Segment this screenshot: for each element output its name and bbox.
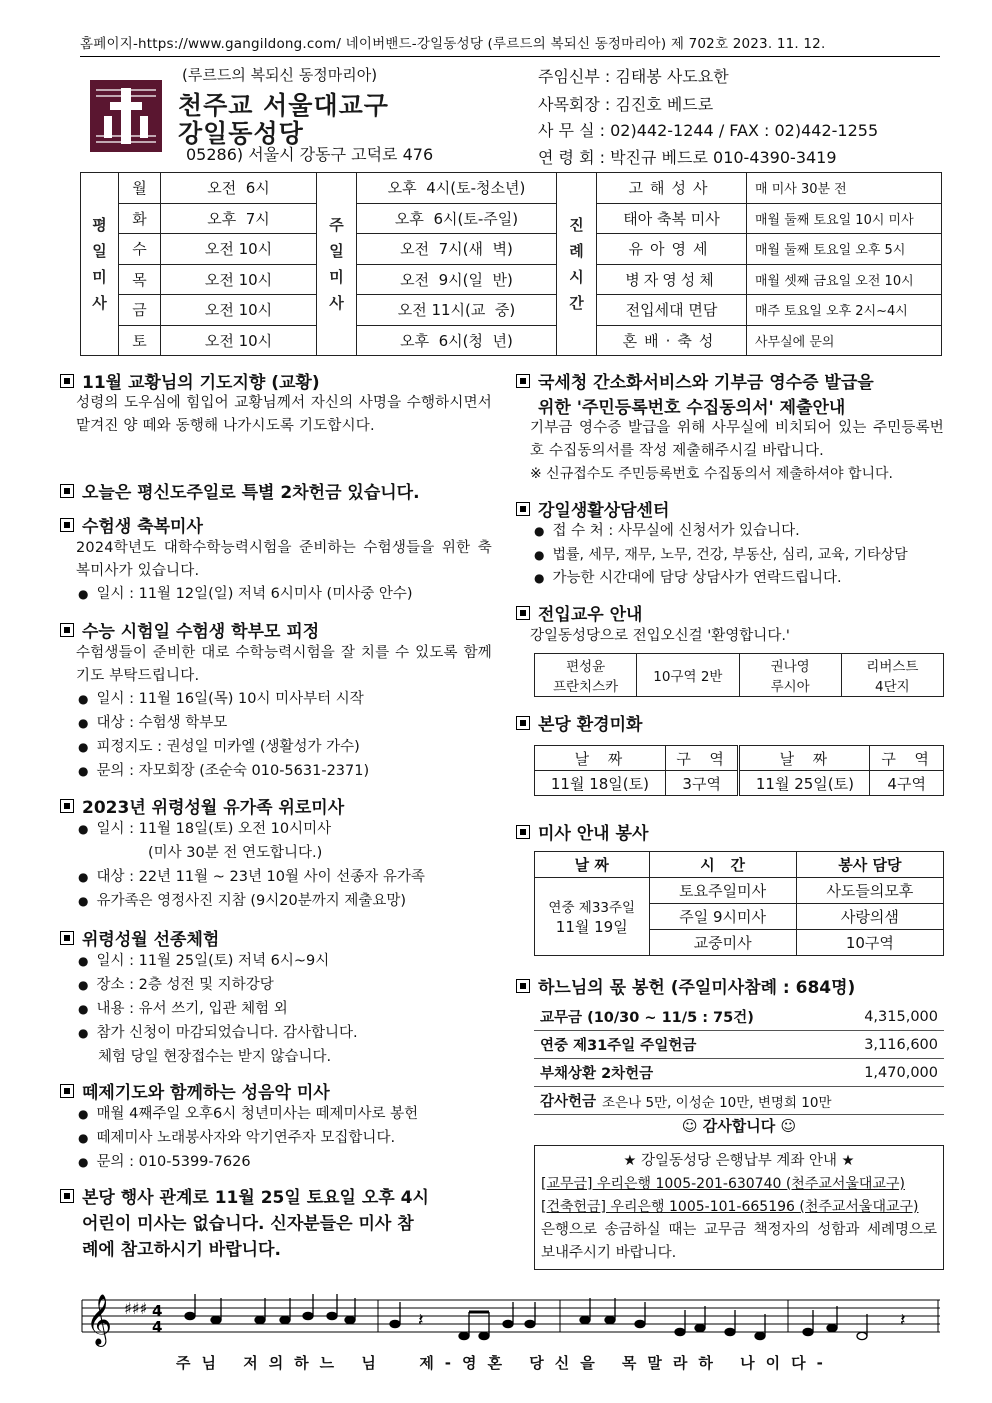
parish-patron: (루르드의 복되신 동정마리아): [182, 66, 378, 84]
svg-text:𝄽: 𝄽: [900, 1310, 906, 1331]
offering-amount: 1,470,000: [864, 1064, 938, 1081]
checkbox-bullet-icon: [60, 484, 74, 498]
service-name: 혼배·축성: [597, 325, 747, 356]
thanks-offering-donors: 조은나 5만, 이성순 10만, 변명희 10만: [602, 1094, 832, 1111]
memorial-mass-item: ● 일시 : 11월 18일(토) 오전 10시미사: [78, 818, 331, 841]
cleaning-cell: 4구역: [870, 771, 944, 796]
schedule-vertical-char: 일: [329, 242, 344, 260]
weekday-time: 오전 10시: [161, 295, 317, 326]
parish-logo: [90, 80, 162, 152]
taize-mass-item: ● 매월 4째주일 오후6시 청년미사는 떼제미사로 봉헌: [78, 1103, 418, 1126]
schedule-vertical-char: 미: [92, 268, 107, 286]
service-note: 사무실에 문의: [747, 325, 942, 356]
volunteer-date: 연중 제33주일 11월 19일: [535, 878, 650, 956]
new-member-cell: 편성윤 프란치스카: [535, 654, 637, 697]
service-name: 태아 축복 미사: [597, 203, 747, 234]
parish-address: 05286) 서울시 강동구 고덕로 476: [186, 145, 434, 164]
schedule-vertical-char: 미: [329, 268, 344, 286]
volunteer-team: 10구역: [796, 930, 943, 956]
section-death-experience-title: 위령성월 선종체험: [60, 925, 219, 950]
new-members-body: 강일동성당으로 전입오신걸 '환영합니다.': [530, 628, 790, 644]
new-member-cell: 리버스트 4단지: [841, 654, 943, 697]
section-children-mass-notice: 본당 행사 관계로 11월 25일 토요일 오후 4시: [60, 1185, 429, 1211]
schedule-vertical-char: 주: [329, 216, 344, 234]
new-member-cell: 10구역 2반: [637, 654, 739, 697]
volunteer-header: 봉사 담당: [796, 852, 943, 878]
cleaning-header: 날 짜: [739, 746, 870, 771]
offering-row: [534, 1003, 944, 1031]
service-note: 매월 둘째 토요일 10시 미사: [747, 203, 942, 234]
section-taize-mass-title: 떼제기도와 함께하는 성음악 미사: [60, 1078, 330, 1103]
counseling-item: ● 법률, 세무, 재무, 노무, 건강, 부동산, 심리, 교육, 기타상담: [534, 544, 908, 567]
service-name: 병자영성체: [597, 264, 747, 295]
section-new-members-title: 전입교우 안내: [516, 600, 642, 625]
death-experience-item: ● 장소 : 2층 성전 및 지하강당: [78, 974, 274, 997]
weekday-day: 금: [119, 295, 161, 326]
cleaning-cell: 11월 18일(토): [535, 771, 666, 796]
weekday-time: 오전 10시: [161, 234, 317, 265]
taize-mass-item: ● 떼제미사 노래봉사자와 악기연주자 모집합니다.: [78, 1127, 395, 1150]
checkbox-bullet-icon: [60, 799, 74, 813]
death-experience-item: ● 일시 : 11월 25일(토) 저녁 6시~9시: [78, 950, 329, 973]
cleaning-cell: 11월 25일(토): [739, 771, 870, 796]
section-second-collection-title: 오늘은 평신도주일로 특별 2차헌금 있습니다.: [60, 478, 420, 503]
schedule-vertical-char: 사: [92, 294, 107, 312]
contact-pastor: 주임신부 : 김태봉 사도요한: [538, 67, 729, 86]
music-staff: [80, 1290, 942, 1360]
service-note: 매 미사 30분 전: [747, 173, 942, 204]
weekday-day: 목: [119, 264, 161, 295]
section-memorial-mass-title: 2023년 위령성월 유가족 위로미사: [60, 793, 344, 818]
offering-row: [534, 1031, 944, 1059]
cleaning-header: 구 역: [665, 746, 739, 771]
service-name: 고해성사: [597, 173, 747, 204]
death-experience-item: ● 참가 신청이 마감되었습니다. 감사합니다.: [78, 1022, 358, 1045]
schedule-vertical-char: 평: [92, 216, 107, 234]
offering-row: [534, 1059, 944, 1087]
cleaning-cell: 3구역: [665, 771, 739, 796]
new-members-table: [534, 653, 944, 697]
exam-mass-body: 2024학년도 대학수학능력시험을 준비하는 수험생들을 위한 축복미사가 있습니다.: [76, 540, 492, 579]
checkbox-bullet-icon: [60, 374, 74, 388]
bank-account-building: [건축헌금] 우리은행 1005-101-665196 (천주교서울대교구): [541, 1199, 919, 1215]
weekday-time: 오전 10시: [161, 264, 317, 295]
schedule-vertical-char: 사: [329, 294, 344, 312]
section-mass-volunteer-title: 미사 안내 봉사: [516, 819, 648, 844]
parent-retreat-item: ● 문의 : 자모회장 (조순숙 010-5631-2371): [78, 760, 369, 783]
mass-volunteer-table: [534, 851, 944, 956]
offering-amount: 4,315,000: [864, 1008, 938, 1025]
volunteer-time: 토요주일미사: [649, 878, 796, 904]
service-note: 매월 둘째 토요일 오후 5시: [747, 234, 942, 265]
weekday-time: 오후 7시: [161, 203, 317, 234]
service-note: 매주 토요일 오후 2시~4시: [747, 295, 942, 326]
section-pope-intention-title: 11월 교황님의 기도지향 (교황): [60, 368, 320, 393]
svg-text:𝄞: 𝄞: [86, 1294, 113, 1345]
memorial-mass-note: (미사 30분 전 연도합니다.): [148, 845, 323, 861]
service-name: 전입세대 면담: [597, 295, 747, 326]
section-offering-title: 하느님의 몫 봉헌 (주일미사참례 : 684명): [516, 973, 855, 998]
weekday-day: 월: [119, 173, 161, 204]
bank-note: 은행으로 송금하실 때는 교무금 책정자의 성함과 세례명으로 보내주시기 바랍니다.: [541, 1222, 937, 1261]
mass-schedule-table: [80, 172, 942, 356]
offering-amount: 3,116,600: [864, 1036, 938, 1053]
offering-label: 교무금 (10/30 ~ 11/5 : 75건): [540, 1010, 754, 1026]
thanks-offering-label: 감사헌금: [540, 1094, 597, 1110]
sunday-mass-label: [317, 173, 357, 356]
thanks-line: ☺ 감사합니다 ☺: [681, 1117, 797, 1135]
volunteer-header: 시 간: [649, 852, 796, 878]
parent-retreat-body: 수험생들이 준비한 대로 수학능력시험을 잘 치를 수 있도록 함께 기도 부탁드립니다.: [76, 645, 492, 684]
section-counseling-title: 강일생활상담센터: [516, 496, 669, 521]
checkbox-bullet-icon: [516, 825, 530, 839]
checkbox-bullet-icon: [516, 374, 530, 388]
hymn-lyrics: 주님 저의하느 님 제-영혼 당신을 목말라하 나이다-: [176, 1354, 834, 1372]
volunteer-time: 교중미사: [649, 930, 796, 956]
svg-text:♯♯♯: ♯♯♯: [124, 1299, 148, 1318]
weekday-mass-label: [81, 173, 119, 356]
checkbox-bullet-icon: [60, 518, 74, 532]
service-time-label: [557, 173, 597, 356]
section-exam-mass-title: 수험생 축복미사: [60, 512, 203, 537]
checkbox-bullet-icon: [516, 979, 530, 993]
svg-text:4: 4: [152, 1318, 163, 1336]
section-cleaning-title: 본당 환경미화: [516, 710, 642, 735]
death-experience-note: 체험 당일 현장접수는 받지 않습니다.: [98, 1049, 332, 1065]
header-topline: 홈페이지-https://www.gangildong.com/ 네이버밴드-강일동성당 (루르드의 복되신 동정마리아) 제 702호 2023. 11. 12.: [80, 32, 940, 57]
parent-retreat-item: ● 대상 : 수험생 학부모: [78, 712, 227, 735]
sunday-time: 오전 9시(일 반): [357, 264, 557, 295]
checkbox-bullet-icon: [60, 1189, 74, 1203]
weekday-time: 오전 10시: [161, 325, 317, 356]
weekday-time: 오전 6시: [161, 173, 317, 204]
tax-receipt-body: 기부금 영수증 발급을 위해 사무실에 비치되어 있는 주민등록번호 수집동의서를 작성 제출해주시길 바랍니다.: [530, 420, 944, 459]
children-mass-notice-line: 어린이 미사는 없습니다. 신자분들은 미사 참: [82, 1214, 414, 1234]
parent-retreat-item: ● 일시 : 11월 16일(목) 10시 미사부터 시작: [78, 688, 364, 711]
sunday-time: 오후 6시(청 년): [357, 325, 557, 356]
offering-list: [534, 1003, 944, 1115]
svg-text:4: 4: [152, 1302, 163, 1320]
schedule-vertical-char: 시: [569, 268, 584, 286]
volunteer-team: 사랑의샘: [796, 904, 943, 930]
taize-mass-item: ● 문의 : 010-5399-7626: [78, 1151, 251, 1174]
memorial-mass-item: ● 대상 : 22년 11월 ~ 23년 10월 사이 선종자 유가족: [78, 866, 425, 889]
weekday-day: 수: [119, 234, 161, 265]
sunday-time: 오후 4시(토-청소년): [357, 173, 557, 204]
new-member-cell: 권나영 루시아: [739, 654, 841, 697]
weekday-day: 화: [119, 203, 161, 234]
checkbox-bullet-icon: [60, 623, 74, 637]
offering-label: 연중 제31주일 주일헌금: [540, 1038, 697, 1054]
schedule-vertical-char: 례: [569, 242, 584, 260]
weekday-day: 토: [119, 325, 161, 356]
bank-account-tithe: [교무금] 우리은행 1005-201-630740 (천주교서울대교구): [541, 1176, 905, 1192]
contact-council: 사목회장 : 김진호 베드로: [538, 95, 714, 114]
counseling-item: ● 가능한 시간대에 담당 상담사가 연락드립니다.: [534, 567, 842, 590]
section-tax-receipt-title: 국세청 간소화서비스와 기부금 영수증 발급을: [516, 368, 874, 393]
parent-retreat-item: ● 피정지도 : 권성일 미카엘 (생활성가 가수): [78, 736, 360, 759]
cleaning-header: 구 역: [870, 746, 944, 771]
volunteer-header: 날 짜: [535, 852, 650, 878]
cleaning-table: [534, 745, 944, 796]
parish-diocese: 천주교 서울대교구: [178, 91, 389, 120]
service-name: 유아영세: [597, 234, 747, 265]
sunday-time: 오전 7시(새 벽): [357, 234, 557, 265]
checkbox-bullet-icon: [516, 502, 530, 516]
checkbox-bullet-icon: [516, 716, 530, 730]
pope-intention-body: 성령의 도우심에 힘입어 교황님께서 자신의 사명을 수행하시면서 맡겨진 양 떼와 동행해 나가시도록 기도합시다.: [76, 395, 492, 434]
checkbox-bullet-icon: [60, 931, 74, 945]
sunday-time: 오전 11시(교 중): [357, 295, 557, 326]
schedule-vertical-char: 일: [92, 242, 107, 260]
schedule-vertical-char: 진: [569, 216, 584, 234]
exam-mass-date: ● 일시 : 11월 12일(일) 저녁 6시미사 (미사중 안수): [78, 583, 413, 606]
memorial-mass-item: ● 유가족은 영정사진 지참 (9시20분까지 제출요망): [78, 890, 406, 913]
tax-receipt-note: ※ 신규접수도 주민등록번호 수집동의서 제출하셔야 합니다.: [530, 466, 894, 482]
counseling-item: ● 접 수 처 : 사무실에 신청서가 있습니다.: [534, 520, 800, 543]
contact-funeral: 연 령 회 : 박진규 베드로 010-4390-3419: [538, 148, 837, 167]
volunteer-team: 사도들의모후: [796, 878, 943, 904]
parish-name: 강일동성당: [178, 119, 304, 148]
checkbox-bullet-icon: [60, 1084, 74, 1098]
offering-label: 부채상환 2차헌금: [540, 1066, 654, 1082]
section-parent-retreat-title: 수능 시험일 수험생 학부모 피정: [60, 617, 319, 642]
service-note: 매월 셋째 금요일 오전 10시: [747, 264, 942, 295]
children-mass-notice-line: 례에 참고하시기 바랍니다.: [82, 1240, 281, 1260]
thanks-offering-row: [534, 1087, 944, 1115]
contact-office: 사 무 실 : 02)442-1244 / FAX : 02)442-1255: [538, 121, 879, 140]
death-experience-item: ● 내용 : 유서 쓰기, 입관 체험 외: [78, 998, 288, 1021]
checkbox-bullet-icon: [516, 606, 530, 620]
bank-account-box: [534, 1145, 944, 1270]
bank-title: ★ 강일동성당 은행납부 계좌 안내 ★: [623, 1153, 855, 1169]
volunteer-time: 주일 9시미사: [649, 904, 796, 930]
svg-text:𝄽: 𝄽: [418, 1310, 424, 1331]
schedule-vertical-char: 간: [569, 294, 584, 312]
cleaning-header: 날 짜: [535, 746, 666, 771]
tax-receipt-title-line2: 위한 '주민등록번호 수집동의서' 제출안내: [538, 398, 846, 418]
sunday-time: 오후 6시(토-주일): [357, 203, 557, 234]
